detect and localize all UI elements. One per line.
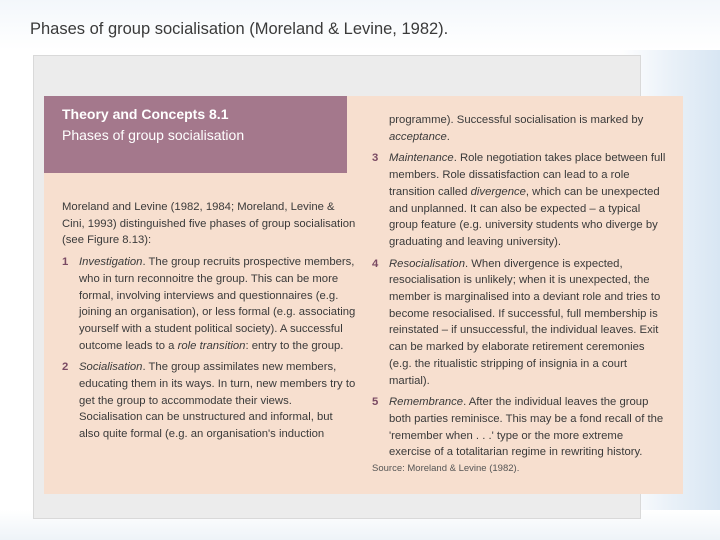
phase-item-resocialisation <box>372 256 666 390</box>
phase-term: acceptance <box>389 130 447 143</box>
phase-number: 2 <box>62 361 69 374</box>
phase-text: : entry to the group. <box>245 339 344 352</box>
phase-text: . When divergence is expected, resocialisation is unlikely; when it is unexpected, the member is marginalised into a deviant role and tries to become resocialised. If successful, full membership is reinstated – if unsuccessful, the individual leaves. Exit can be marked by elaborate retirement ceremonies (e.g. the ritualistic stripping of insignia in a court martial). <box>389 257 661 387</box>
phase-text: programme). Successful socialisation is marked by <box>389 114 644 126</box>
phase-number: 5 <box>372 396 379 409</box>
phase-name: Maintenance <box>389 152 454 165</box>
left-column <box>62 199 356 443</box>
phase-text: . The group assimilates new members, educating them in its ways. In turn, new members try to get the group to accommodate their views. Socialisation can be unstructured and informal, but also quite formal (e.g. an organisation's induction <box>79 361 356 441</box>
phase-item-investigation <box>62 254 356 354</box>
phase-text: . <box>446 130 450 143</box>
phase-number: 1 <box>62 256 69 269</box>
slide-title: Phases of group socialisation (Moreland & Levine, 1982). <box>30 20 449 38</box>
phase-name: Investigation <box>79 256 143 269</box>
box-heading: Phases of group socialisation <box>62 127 245 143</box>
phase-text: . After the individual leaves the group both parties reminisce. This may be a fond recall of the 'remember when . . .' type or the more extreme exercise of a totalitarian regime in rewriting history. <box>389 396 664 459</box>
box-label: Theory and Concepts 8.1 <box>62 106 229 122</box>
right-column <box>372 112 666 478</box>
phase-name: Remembrance <box>389 396 464 409</box>
phase-term: divergence <box>470 185 526 198</box>
phase-item-socialisation-continued <box>372 112 666 145</box>
phase-term: role transition <box>177 339 246 352</box>
phase-number: 4 <box>372 257 379 270</box>
phase-item-remembrance <box>372 394 666 461</box>
phase-name: Socialisation <box>79 361 143 374</box>
phase-text: . Role negotiation takes place between full members. Role dissatisfaction can lead to a role transition called <box>389 152 666 198</box>
phase-name: Resocialisation <box>389 257 465 270</box>
phase-text: . The group recruits prospective members, who in turn reconnoitre the group. This can be more formal, involving interviews and questionnaires (e.g. joining an organisation), or less formal (e.g. associating yourself with a student political society). A successful outcome leads to a <box>79 256 356 352</box>
phase-text: , which can be unexpected and unplanned. It can also be expected – a typical group feature (e.g. university students who diverge by graduating and leaving university). <box>389 185 660 248</box>
intro-paragraph: Moreland and Levine (1982, 1984; Moreland, Levine & Cini, 1993) distinguished five phases of group socialisation (see Figure 8.13): <box>62 201 356 247</box>
phase-item-maintenance <box>372 150 666 250</box>
phase-number: 3 <box>372 152 379 165</box>
phase-item-socialisation <box>62 359 356 443</box>
source-citation: Source: Moreland & Levine (1982). <box>372 463 520 475</box>
